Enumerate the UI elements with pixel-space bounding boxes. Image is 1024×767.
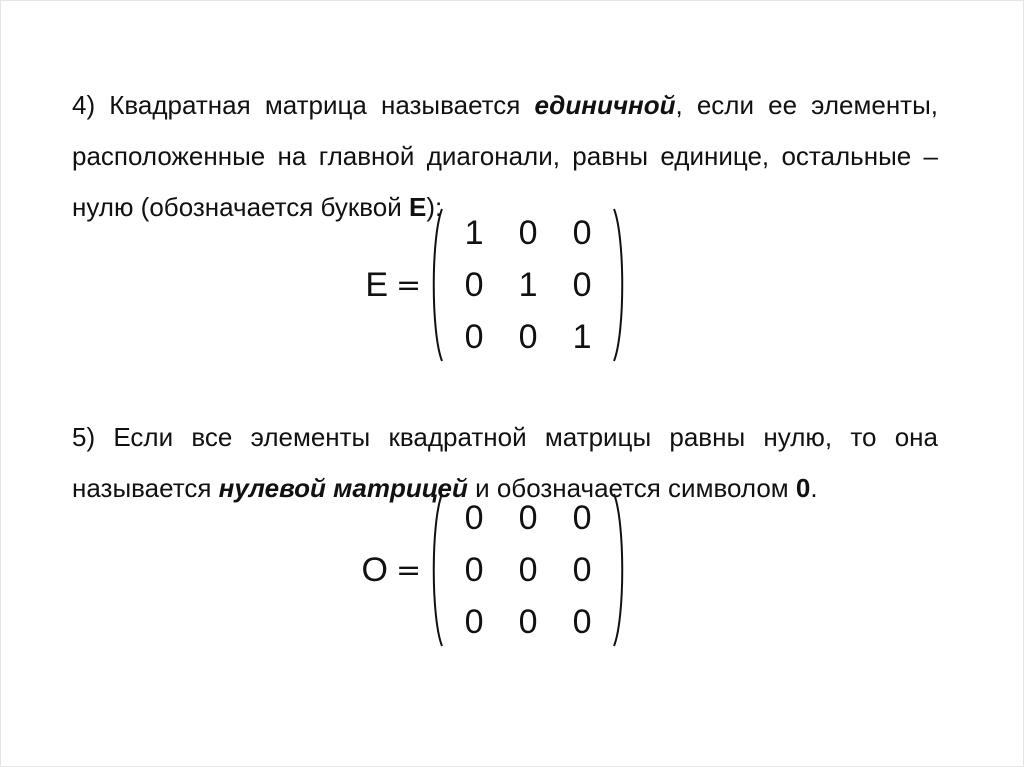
identity-matrix-grid xyxy=(447,207,609,363)
matrix-cell: 0 xyxy=(464,602,484,641)
zero-matrix-equation xyxy=(350,490,629,650)
matrix-cell: 0 xyxy=(572,265,592,304)
zero-matrix-term: нулевой матрицей xyxy=(218,473,468,503)
matrix-cell: 0 xyxy=(518,498,538,537)
matrix-cell: 0 xyxy=(518,213,538,252)
left-bracket-icon xyxy=(427,492,445,648)
definition-text-end: . xyxy=(810,473,818,503)
matrix-cell: 0 xyxy=(572,213,592,252)
equals-sign: = xyxy=(396,552,422,588)
zero-symbol: 0 xyxy=(795,473,811,503)
matrix-cell: 1 xyxy=(572,317,592,356)
equals-sign: = xyxy=(396,267,422,303)
identity-matrix-equation xyxy=(350,205,629,365)
matrix-symbol-o: O xyxy=(361,550,388,589)
matrix-cell: 0 xyxy=(464,498,484,537)
matrix-cell: 0 xyxy=(518,550,538,589)
matrix-cell: 0 xyxy=(518,602,538,641)
definition-text-start: 5) Если все элементы квадратной матрицы равны нулю, то она называется xyxy=(72,422,938,503)
matrix-cell: 0 xyxy=(518,317,538,356)
definition-text-body: , если ее элементы, расположенные на главной диагонали, равны единице, остальные – нулю (обозначается буквой xyxy=(72,90,938,222)
matrix-cell: 0 xyxy=(464,265,484,304)
right-bracket-icon xyxy=(611,492,629,648)
zero-matrix-grid xyxy=(447,492,609,648)
identity-symbol: E xyxy=(408,192,427,222)
right-bracket-icon xyxy=(611,207,629,363)
definition-text-start: 4) Квадратная матрица называется xyxy=(72,90,535,120)
matrix-symbol-e: E xyxy=(365,265,388,304)
identity-term: единичной xyxy=(534,90,676,120)
definition-text-body: и обозначается символом xyxy=(467,473,796,503)
matrix-cell: 0 xyxy=(464,550,484,589)
matrix-cell: 0 xyxy=(572,498,592,537)
left-bracket-icon xyxy=(427,207,445,363)
definition-text-end: ): xyxy=(426,192,443,222)
matrix-cell: 1 xyxy=(518,265,538,304)
matrix-cell: 1 xyxy=(464,213,484,252)
matrix-cell: 0 xyxy=(572,550,592,589)
matrix-cell: 0 xyxy=(572,602,592,641)
matrix-cell: 0 xyxy=(464,317,484,356)
